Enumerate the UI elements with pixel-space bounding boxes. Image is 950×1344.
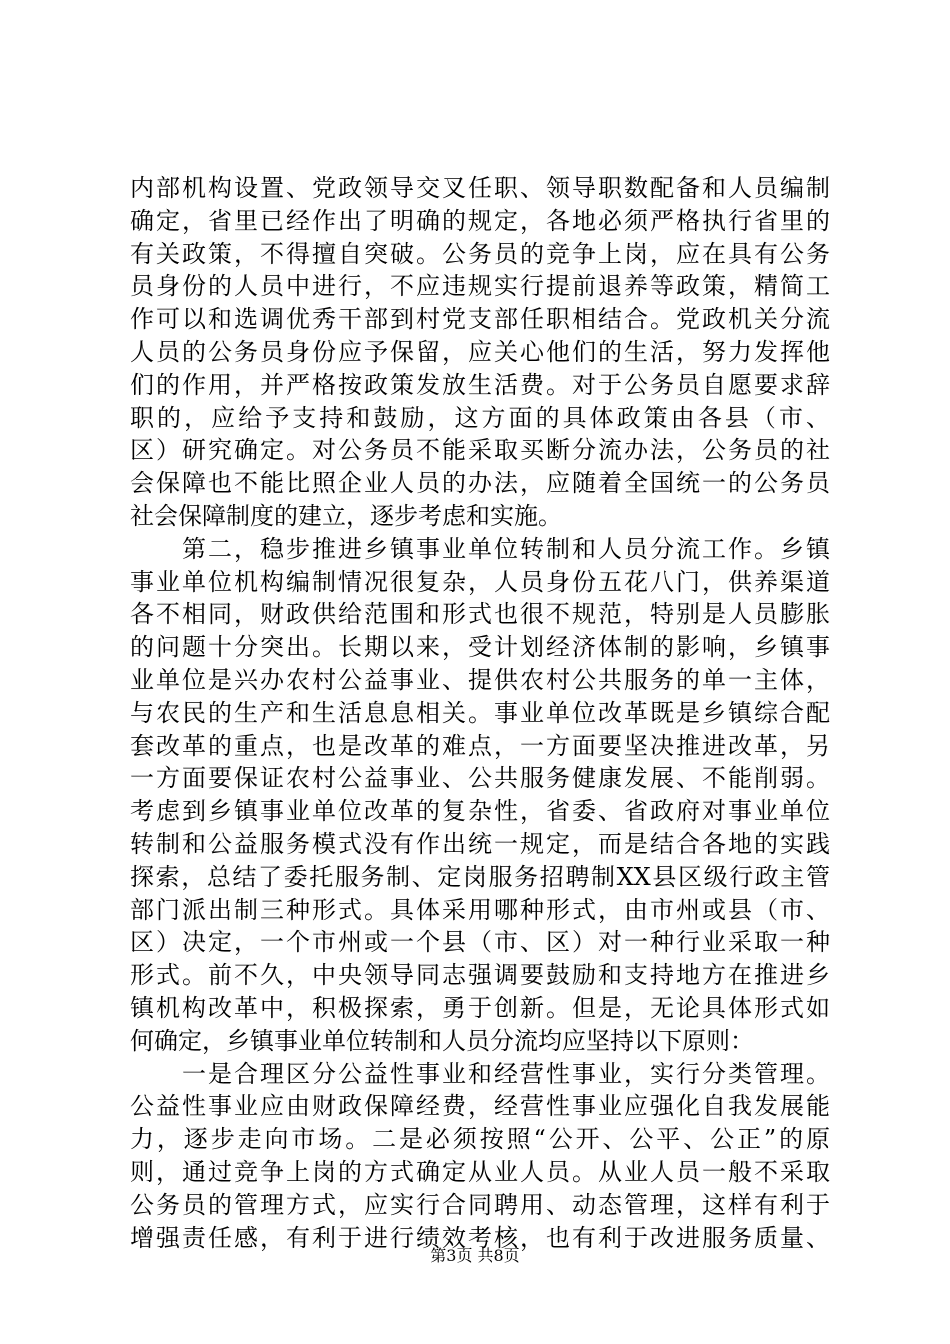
page-footer: 第3页 共8页 <box>430 1246 520 1265</box>
text-line: 增强责任感，有利于进行绩效考核，也有利于改进服务质量、 <box>130 1223 830 1252</box>
text-line: 内部机构设置、党政领导交叉任职、领导职数配备和人员编制 <box>130 174 830 202</box>
text-line: 一是合理区分公益性事业和经营性事业，实行分类管理。 <box>130 1059 830 1088</box>
text-line: 区）研究确定。对公务员不能采取买断分流办法，公务员的社 <box>130 436 830 465</box>
text-line: 们的作用，并严格按政策发放生活费。对于公务员自愿要求辞 <box>130 370 830 399</box>
text-line: 确定，省里已经作出了明确的规定，各地必须严格执行省里的 <box>130 206 830 235</box>
text-line: 职的，应给予支持和鼓励，这方面的具体政策由各县（市、 <box>130 403 830 432</box>
text-line: 考虑到乡镇事业单位改革的复杂性，省委、省政府对事业单位 <box>130 797 830 826</box>
text-line: 公务员的管理方式，应实行合同聘用、动态管理，这样有利于 <box>130 1190 830 1219</box>
text-line: 事业单位机构编制情况很复杂，人员身份五花八门，供养渠道 <box>130 567 830 596</box>
text-line: 转制和公益服务模式没有作出统一规定，而是结合各地的实践 <box>130 829 830 858</box>
text-line: 各不相同，财政供给范围和形式也很不规范，特别是人员膨胀 <box>130 600 830 629</box>
text-line: 公益性事业应由财政保障经费，经营性事业应强化自我发展能 <box>130 1092 830 1121</box>
text-line: 何确定，乡镇事业单位转制和人员分流均应坚持以下原则： <box>130 1026 754 1055</box>
text-line: 套改革的重点，也是改革的难点，一方面要坚决推进改革，另 <box>130 731 830 760</box>
text-line: 人员的公务员身份应予保留，应关心他们的生活，努力发挥他 <box>130 337 830 366</box>
text-line: 探索，总结了委托服务制、定岗服务招聘制XX县区级行政主管 <box>130 862 830 891</box>
text-line: 员身份的人员中进行，不应违规实行提前退养等政策，精简工 <box>130 272 830 301</box>
text-line: 一方面要保证农村公益事业、公共服务健康发展、不能削弱。 <box>130 764 830 793</box>
text-line: 会保障也不能比照企业人员的办法，应随着全国统一的公务员 <box>130 469 830 498</box>
text-line: 社会保障制度的建立，逐步考虑和实施。 <box>130 501 562 530</box>
text-line: 区）决定，一个市州或一个县（市、区）对一种行业采取一种 <box>130 928 830 957</box>
text-line: 与农民的生产和生活息息相关。事业单位改革既是乡镇综合配 <box>130 698 830 727</box>
text-line: 作可以和选调优秀干部到村党支部任职相结合。党政机关分流 <box>130 305 830 334</box>
text-line: 则，通过竞争上岗的方式确定从业人员。从业人员一般不采取 <box>130 1157 830 1186</box>
text-line: 的问题十分突出。长期以来，受计划经济体制的影响，乡镇事 <box>130 633 830 662</box>
text-line: 形式。前不久，中央领导同志强调要鼓励和支持地方在推进乡 <box>130 961 830 990</box>
text-line: 有关政策，不得擅自突破。公务员的竞争上岗，应在具有公务 <box>130 239 830 268</box>
text-line: 力，逐步走向市场。二是必须按照“公开、公平、公正”的原 <box>130 1125 830 1154</box>
text-line: 业单位是兴办农村公益事业、提供农村公共服务的单一主体， <box>130 665 830 694</box>
text-line: 镇机构改革中，积极探索，勇于创新。但是，无论具体形式如 <box>130 993 830 1022</box>
text-line: 第二，稳步推进乡镇事业单位转制和人员分流工作。乡镇 <box>130 534 830 563</box>
body-text <box>130 172 830 1254</box>
text-line: 部门派出制三种形式。具体采用哪种形式，由市州或县（市、 <box>130 895 830 924</box>
